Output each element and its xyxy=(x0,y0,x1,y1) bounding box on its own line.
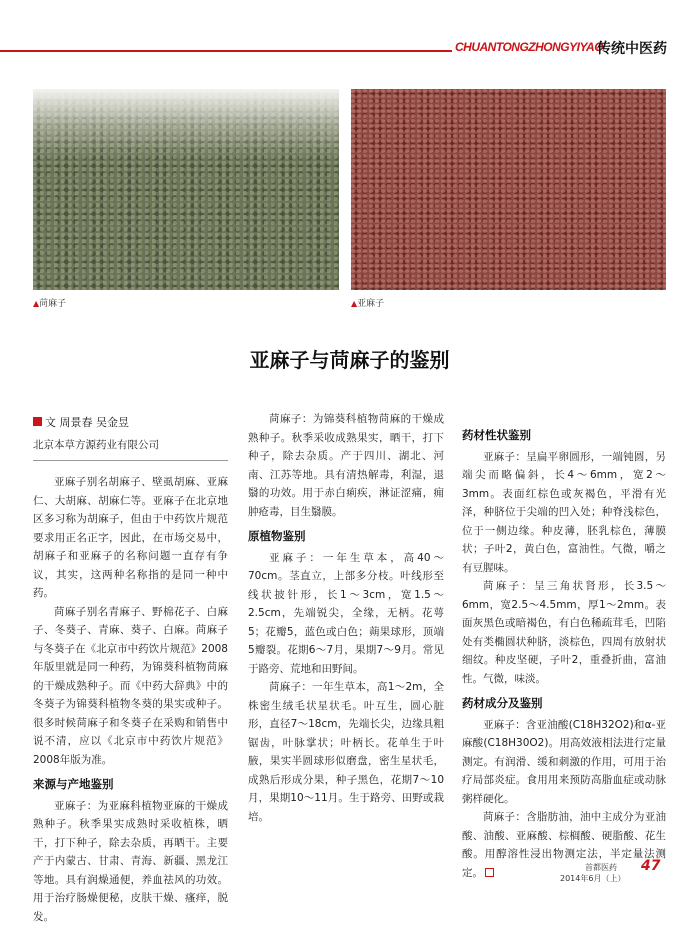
heading-property: 药材性状鉴别 xyxy=(462,426,666,445)
issue-date: 2014年6月（上） xyxy=(560,874,625,883)
caption-right-text: 亚麻子 xyxy=(357,299,384,309)
magazine-name: 首都医药 xyxy=(585,862,625,873)
header-brand: CHUANTONGZHONGYIYAO xyxy=(455,40,603,54)
component-qingmazi-text: 苘麻子：含脂肪油，油中主成分为亚油酸、油酸、亚麻酸、棕榈酸、硬脂酸、花生酸。用醇溶性浸出物测定法，半定量法测定。 xyxy=(462,811,666,879)
component-yamazi: 亚麻子：含亚油酸(C18H32O2)和α-亚麻酸(C18H30O2)。用高效液相法进行定量测定。有润滑、缓和刺激的作用，可用于治疗局部炎症。食用用来预防高脂血症或动脉粥样硬化。 xyxy=(462,716,666,809)
header-rule xyxy=(0,50,452,52)
plant-yamazi: 亚麻子：一年生草本，高40～70cm。茎直立，上部多分枝。叶线形至线状披针形，长1～3cm，宽1.5～2.5cm，先端锐尖，全缘，无柄。花萼5；花瓣5，蓝色或白色；蒴果球形，顶端5瓣裂。花期6～7月，果期7～9月。常见于路旁、荒地和田野间。 xyxy=(248,549,444,679)
plant-qingmazi: 苘麻子：一年生草本，高1～2m，全株密生绒毛状星状毛。叶互生，圆心脏形，直径7～18cm，先端长尖，边缘具粗锯齿，叶脉掌状；叶柄长。花单生于叶腋，果实半圆球形似磨盘，密生星状毛，成熟后形成分果，种子黑色，花期7～10月，果期10～11月。生于路旁、田野或栽培。 xyxy=(248,678,444,826)
footer xyxy=(560,862,625,884)
byline xyxy=(33,414,228,433)
column-3 xyxy=(462,420,666,882)
source-yamazi: 亚麻子：为亚麻科植物亚麻的干燥成熟种子。秋季果实成熟时采收植株，晒干，打下种子，除去杂质，再晒干。主要产于内蒙古、甘肃、青海、新疆、黑龙江等地。具有润燥通便，养血祛风的功效。用于治疗肠燥便秘，皮肤干燥、瘙痒，脱发。 xyxy=(33,797,228,926)
heading-component: 药材成分及鉴别 xyxy=(462,694,666,713)
photo-qingmazi xyxy=(33,89,339,290)
page-number: 47 xyxy=(641,858,660,874)
caption-right xyxy=(351,296,384,309)
property-yamazi: 亚麻子：呈扁平卵圆形，一端钝圆，另端尖而略偏斜，长4～6mm，宽2～3mm。表面红棕色或灰褐色，平滑有光泽，种脐位于尖端的凹入处；种脊浅棕色，位于一侧边缘。种皮薄，胚乳棕色，薄膜状；子叶2，黄白色，富油性。气微，嚼之有豆腥味。 xyxy=(462,448,666,578)
photo-yamazi xyxy=(351,89,666,290)
column-name: 传统中医药 xyxy=(597,38,667,58)
end-mark-icon xyxy=(485,868,494,877)
caption-left-text: 苘麻子 xyxy=(39,299,66,309)
caption-left xyxy=(33,296,66,309)
triangle-icon: ▲ xyxy=(351,299,357,308)
article-title: 亚麻子与苘麻子的鉴别 xyxy=(0,344,699,373)
source-qingmazi: 苘麻子：为锦葵科植物苘麻的干燥成熟种子。秋季采收成熟果实，晒干，打下种子，除去杂质。产于四川、湖北、河南、江苏等地。具有清热解毒，利湿，退翳的功效。用于赤白痢疾，淋证涩痛，痈肿疮毒，目生翳膜。 xyxy=(248,410,444,521)
author-names: 文 周景春 吴金昱 xyxy=(45,416,129,429)
heading-source: 来源与产地鉴别 xyxy=(33,775,228,794)
organization: 北京本草方源药业有限公司 xyxy=(33,436,228,462)
square-icon xyxy=(33,417,42,426)
heading-plant: 原植物鉴别 xyxy=(248,527,444,546)
triangle-icon: ▲ xyxy=(33,299,39,308)
page-header xyxy=(0,38,699,62)
column-1 xyxy=(33,414,228,926)
intro-paragraph-2: 苘麻子别名青麻子、野棉花子、白麻子、冬葵子、青麻、葵子、白麻。苘麻子与冬葵子在《北京市中药饮片规范》2008年版里就是同一种药，为锦葵科植物苘麻的干燥成熟种子。而《中药大辞典》中的冬葵子为锦葵科植物冬葵的果实或种子。很多时候苘麻子和冬葵子在采购和销售中说不清，应以《北京市中药饮片规范》2008年版为准。 xyxy=(33,603,228,770)
column-2 xyxy=(248,410,444,826)
intro-paragraph-1: 亚麻子别名胡麻子、壁虱胡麻、亚麻仁、大胡麻、胡麻仁等。亚麻子在北京地区多习称为胡麻子，但由于中药饮片规范要求用正名正字，因此，在市场交易中，胡麻子和亚麻子的名称问题一直存有争议，其实，这两种名称指的是同一种中药。 xyxy=(33,473,228,603)
property-qingmazi: 苘麻子：呈三角状肾形，长3.5～6mm，宽2.5～4.5mm，厚1～2mm。表面灰黑色或暗褐色，有白色稀疏茸毛，凹陷处有类椭圆状种脐，淡棕色，四周有放射状细纹。种皮坚硬，子叶2，重叠折曲，富油性。气微，味淡。 xyxy=(462,577,666,688)
